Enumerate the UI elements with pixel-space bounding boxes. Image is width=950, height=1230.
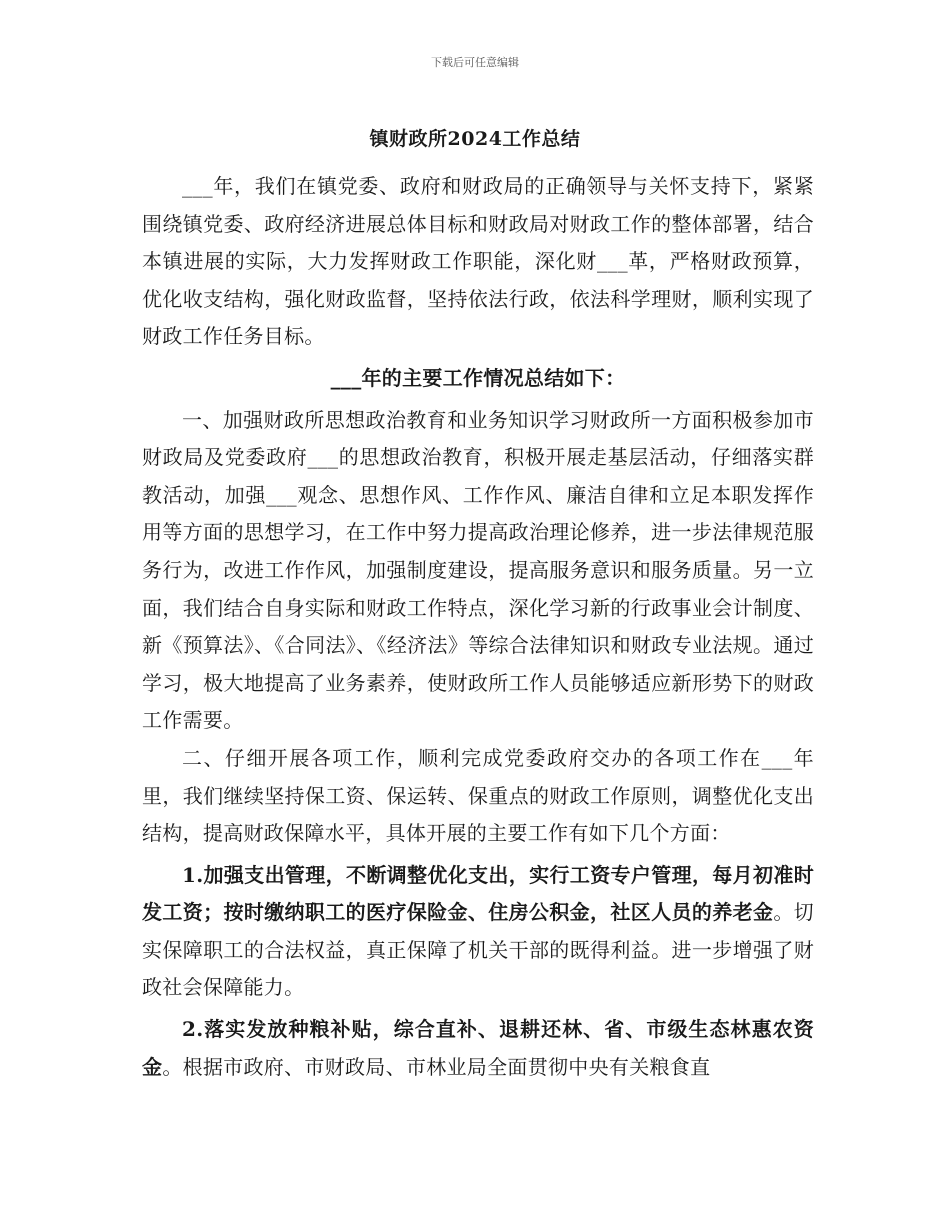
page-header-note: 下载后可任意编辑 xyxy=(431,56,519,69)
paragraph-item-2 xyxy=(142,1011,814,1086)
document-body xyxy=(142,168,814,1086)
item-2-text: 。根据市政府、市财政局、市林业局全面贯彻中央有关粮食直 xyxy=(162,1054,711,1079)
item-2-heading: 2.落实发放种粮补贴，综合直补、退耕还林、省、市级生态林惠农资金 xyxy=(142,1017,814,1079)
item-1-heading: 1.加强支出管理，不断调整优化支出，实行工资专户管理，每月初准时发工资；按时缴纳职工的医疗保险金、住房公积金，社区人员的养老金 xyxy=(142,862,814,925)
paragraph-intro: ___年，我们在镇党委、政府和财政局的正确领导与关怀支持下，紧紧围绕镇党委、政府经济进展总体目标和财政局对财政工作的整体部署，结合本镇进展的实际，大力发挥财政工作职能，深化财___革，严格财政预算，优化收支结构，强化财政监督，坚持依法行政，依法科学理财，顺利实现了财政工作任务目标。 xyxy=(142,174,814,349)
document-title: 镇财政所2024工作总结 xyxy=(369,128,581,150)
section-subtitle: ___年的主要工作情况总结如下： xyxy=(330,365,626,390)
paragraph-item-1 xyxy=(142,857,814,1007)
paragraph-section-2: 二、仔细开展各项工作，顺利完成党委政府交办的各项工作在___年里，我们继续坚持保工资、保运转、保重点的财政工作原则，调整优化支出结构，提高财政保障水平，具体开展的主要工作有如下几个方面： xyxy=(142,745,814,846)
item-1-text: 。切实保障职工的合法权益，真正保障了机关干部的既得利益。进一步增强了财政社会保障能力。 xyxy=(142,900,814,1000)
paragraph-section-1: 一、加强财政所思想政治教育和业务知识学习财政所一方面积极参加市财政局及党委政府___的思想政治教育，积极开展走基层活动，仔细落实群教活动，加强___观念、思想作风、工作作风、廉洁自律和立足本职发挥作用等方面的思想学习，在工作中努力提高政治理论修养，进一步法律规范服务行为，改进工作作风，加强制度建设，提高服务意识和服务质量。另一立面，我们结合自身实际和财政工作特点，深化学习新的行政事业会计制度、新《预算法》、《合同法》、《经济法》等综合法律知识和财政专业法规。通过学习，极大地提高了业务素养，使财政所工作人员能够适应新形势下的财政工作需要。 xyxy=(142,407,814,733)
